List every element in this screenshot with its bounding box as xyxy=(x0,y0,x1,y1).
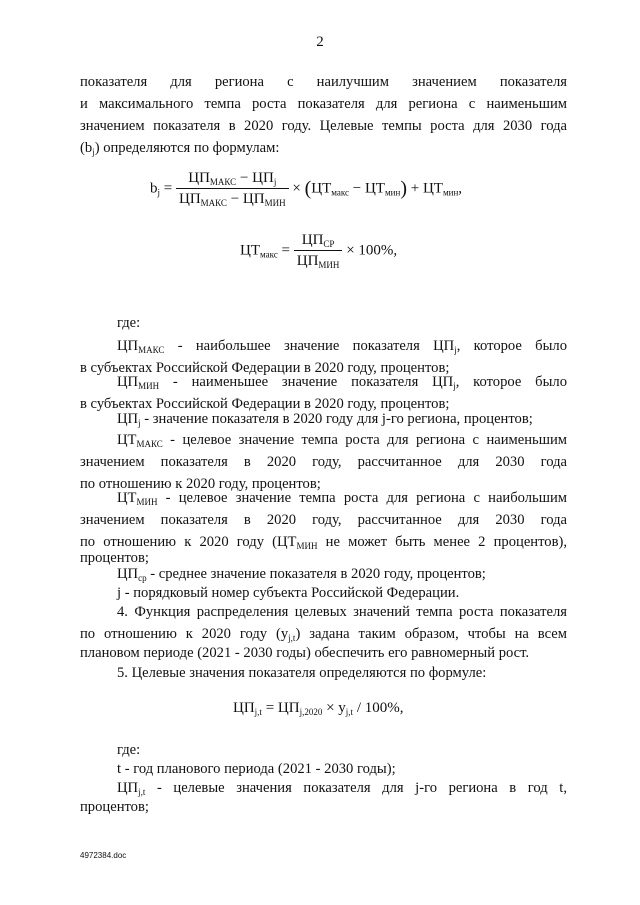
where-label-2: где: xyxy=(117,742,141,758)
formula-fraction: $\frac{ЦП_{СР}}{ЦП_{МИН}}$ xyxy=(294,232,343,270)
item-4-line-2: по отношению к 2020 году $(y_{j,t})$ задана таким образом, чтобы на всем xyxy=(80,626,567,643)
def-j-line-1: j - порядковый номер субъекта Российской Федерации. xyxy=(117,585,460,601)
def-cp-avg-line-1: $ЦП_{ср}$ - среднее значение показателя в 2020 году, процентов; xyxy=(117,566,486,583)
intro-line-2: и максимального темпа роста показателя для региона с наименьшим xyxy=(80,96,567,112)
def-cp-jt-line-2: процентов; xyxy=(80,799,149,815)
document-footer: 4972384.doc xyxy=(80,851,127,860)
def-ct-max-line-2: значением показателя в 2020 году, рассчитанное для 2030 года xyxy=(80,454,567,470)
item-4-line-1: 4. Функция распределения целевых значений темпа роста показателя xyxy=(117,604,567,620)
intro-line-3: значением показателя в 2020 году. Целевые темпы роста для 2030 года xyxy=(80,118,567,134)
def-cp-min-line-1: $ЦП_{МИН}$ - наименьшее значение показателя $ЦП_j$, которое было xyxy=(117,374,567,391)
def-ct-max-line-3: по отношению к 2020 году, процентов; xyxy=(80,476,321,492)
def-t-line-1: t - год планового периода (2021 - 2030 годы); xyxy=(117,761,396,777)
def-cp-max-line-1: $ЦП_{МАКС}$ - наибольшее значение показателя $ЦП_j$, которое было xyxy=(117,338,567,355)
formula-target-growth: $b_j$ = $\frac{ЦП_{МАКС} - ЦП_j}{ЦП_{МАКС} - ЦП_{МИН}}$ × $(ЦТ_{макс} - ЦТ_{мин}) + ЦТ_{мин}$, xyxy=(150,170,463,208)
def-ct-min-line-1: $ЦТ_{МИН}$ - целевое значение темпа роста для региона с наибольшим xyxy=(117,490,567,507)
def-cp-j-line-1: $ЦП_j$ - значение показателя в 2020 году для j-го региона, процентов; xyxy=(117,411,533,428)
page-number: 2 xyxy=(316,34,324,50)
intro-line-1: показателя для региона с наилучшим значением показателя xyxy=(80,74,567,90)
item-4-line-3: плановом периоде (2021 - 2030 годы) обеспечить его равномерный рост. xyxy=(80,645,530,661)
def-cp-jt-line-1: $ЦП_{j,t}$ - целевые значения показателя для j-го региона в год t, xyxy=(117,780,567,797)
def-ct-min-line-2: значением показателя в 2020 году, рассчитанное для 2030 года xyxy=(80,512,567,528)
formula-max-growth: $ЦТ_{макс}$ = $\frac{ЦП_{СР}}{ЦП_{МИН}}$ × 100%, xyxy=(240,232,398,270)
def-ct-min-line-4: процентов; xyxy=(80,550,149,566)
item-5-line-1: 5. Целевые значения показателя определяются по формуле: xyxy=(117,665,487,681)
def-cp-max-line-2: в субъектах Российской Федерации в 2020 году, процентов; xyxy=(80,360,450,376)
intro-line-4: $(b_j)$ определяются по формулам: xyxy=(80,140,280,157)
def-cp-min-line-2: в субъектах Российской Федерации в 2020 году, процентов; xyxy=(80,396,450,412)
where-label-1: где: xyxy=(117,315,141,331)
formula-target-values: $ЦП_{j,t} = ЦП_{j,2020} \times y_{j,t} / 100\%$, xyxy=(233,700,404,717)
formula-fraction: $\frac{ЦП_{МАКС} - ЦП_j}{ЦП_{МАКС} - ЦП_{МИН}}$ xyxy=(176,170,289,208)
def-ct-min-line-3: по отношению к 2020 году ($ЦТ_{МИН}$ не может быть менее 2 процентов), xyxy=(80,534,567,551)
def-ct-max-line-1: $ЦТ_{МАКС}$ - целевое значение темпа роста для региона с наименьшим xyxy=(117,432,567,449)
